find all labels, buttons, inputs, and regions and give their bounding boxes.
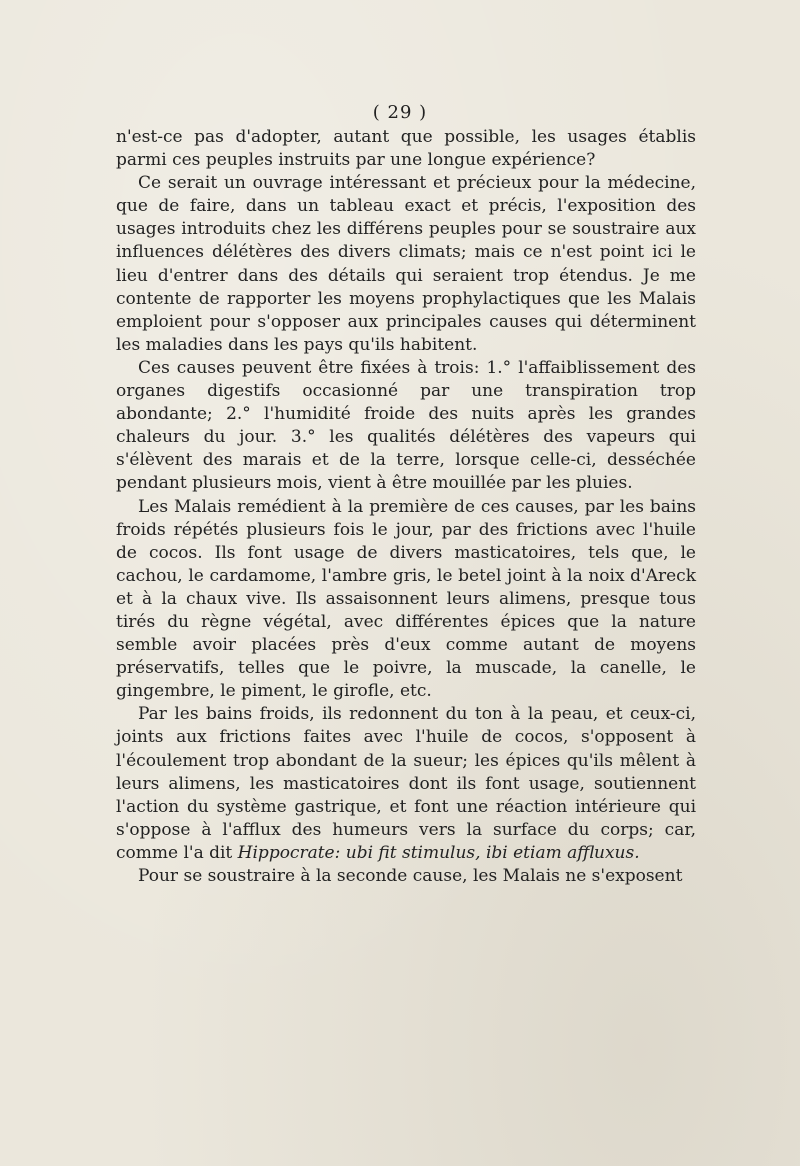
paragraph-3: Ces causes peuvent être fixées à trois: 1.° l'affaiblissement des organes digestifs occasionné par une transpiration trop abondante; 2.° l'humidité froide des nuits après les grandes chaleurs du jour. 3.° les qualités délétères des vapeurs qui s'élèvent des marais et de la terre, lorsque celle-ci, desséchée pendant plusieurs mois, vient à être mouillée par les pluies. (116, 357, 696, 494)
hippocrates-citation: Hippocrate: ubi fit stimulus, ibi etiam affluxus. (237, 842, 640, 863)
paragraph-4: Les Malais remédient à la première de ces causes, par les bains froids répétés plusieurs fois le jour, par des frictions avec l'huile de cocos. Ils font usage de divers masticatoires, tels que, le cachou, le cardamome, l'ambre gris, le betel joint à la noix d'Areck et à la chaux vive. Ils assaisonnent leurs alimens, presque tous tirés du règne végétal, avec différentes épices que la nature semble avoir placées près d'eux comme autant de moyens préservatifs, telles que le poivre, la muscade, la canelle, le gingembre, le piment, le girofle, etc. (116, 496, 696, 702)
paragraph-6: Pour se soustraire à la seconde cause, les Malais ne s'exposent (138, 866, 683, 886)
page-number: ( 29 ) (372, 102, 428, 123)
paragraph-1: n'est-ce pas d'adopter, autant que possible, les usages établis parmi ces peuples instruits par une longue expérience? (116, 127, 696, 171)
body-text (116, 126, 696, 888)
paragraph-5-text: Par les bains froids, ils redonnent du ton à la peau, et ceux-ci, joints aux frictions faites avec l'huile de cocos, s'opposent à l'écoulement trop abondant de la sueur; les épices qu'ils mêlent à leurs alimens, les masticatoires dont ils font usage, soutiennent l'action du système gastrique, et font une réaction intérieure qui s'oppose à l'afflux des humeurs vers la surface du corps; car, comme l'a dit (116, 704, 696, 863)
paragraph-5 (116, 703, 696, 865)
paragraph-2: Ce serait un ouvrage intéressant et précieux pour la médecine, que de faire, dans un tableau exact et précis, l'exposition des usages introduits chez les différens peuples pour se soustraire aux influences délétères des divers climats; mais ce n'est point ici le lieu d'entrer dans des détails qui seraient trop étendus. Je me contente de rapporter les moyens prophylactiques que les Malais emploient pour s'opposer aux principales causes qui déterminent les maladies dans les pays qu'ils habitent. (116, 173, 696, 355)
